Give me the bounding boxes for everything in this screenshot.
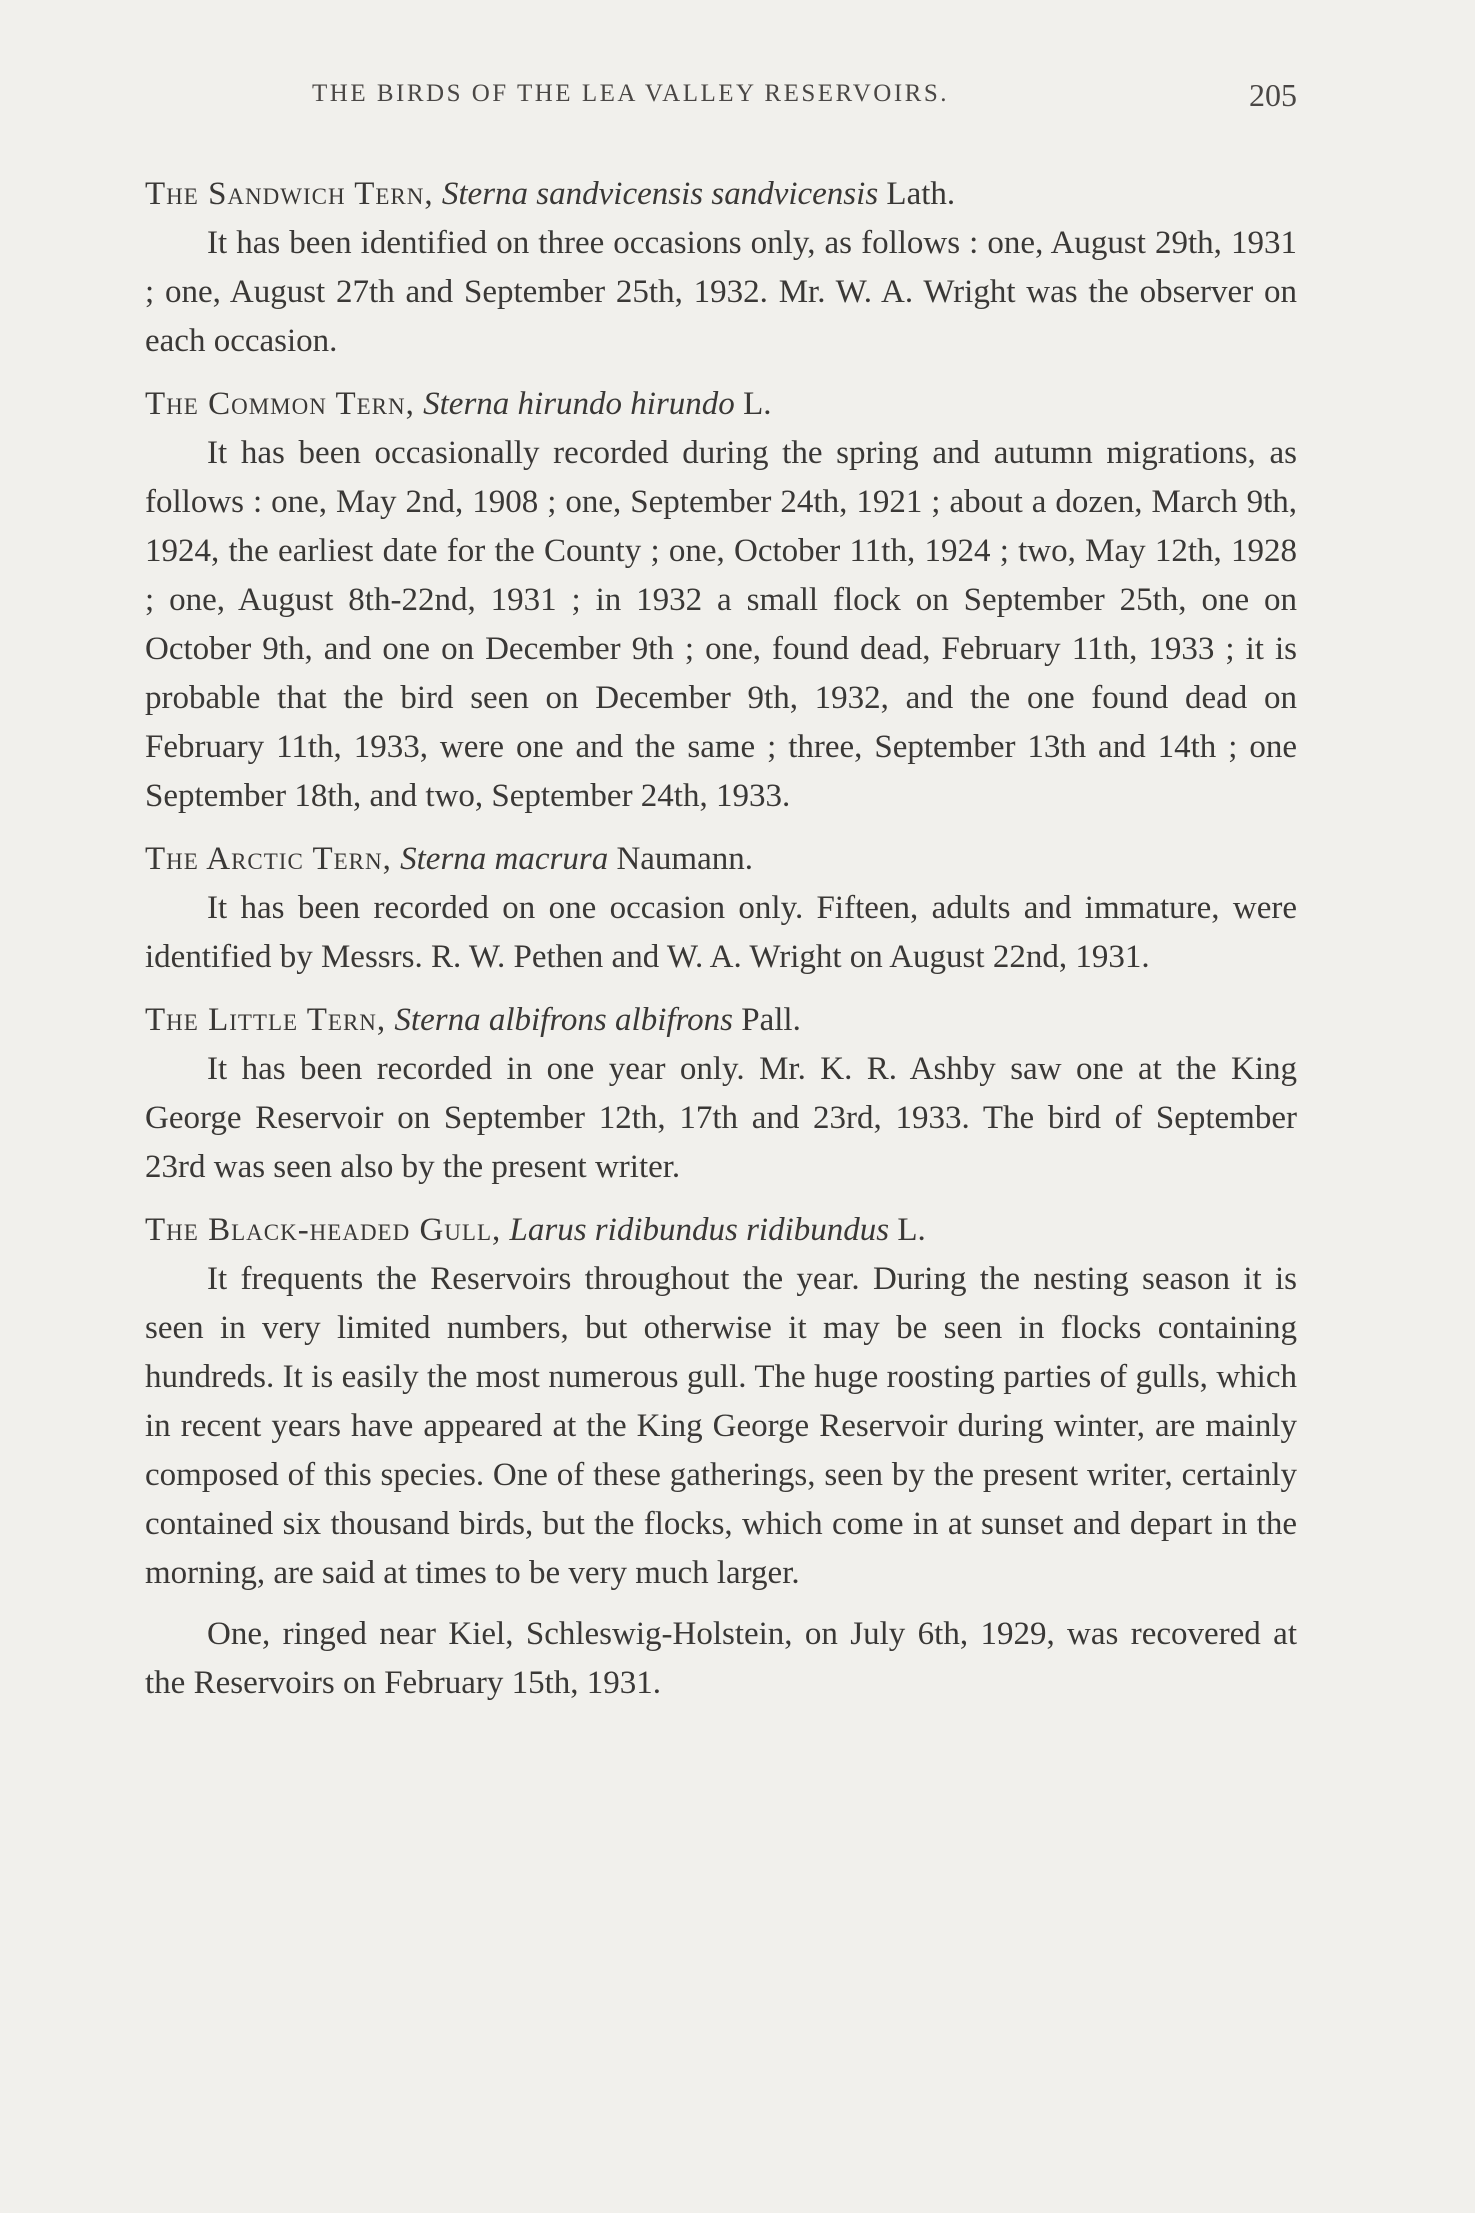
species-common-name: The Arctic Tern, (145, 841, 392, 877)
running-title: THE BIRDS OF THE LEA VALLEY RESERVOIRS. (312, 80, 949, 107)
species-authority: L. (897, 1212, 926, 1248)
species-latin-name: Larus ridibundus ridibundus (509, 1212, 890, 1248)
species-common-name: The Little Tern, (145, 1002, 387, 1038)
species-entry-black-headed-gull (145, 1206, 1297, 1708)
species-heading (145, 1206, 1297, 1255)
species-entry-little-tern (145, 996, 1297, 1192)
species-heading (145, 170, 1297, 219)
species-heading (145, 996, 1297, 1045)
species-paragraph: It has been recorded on one occasion only. Fifteen, adults and immature, were identified by Messrs. R. W. Pethen and W. A. Wright on August 22nd, 1931. (145, 890, 1297, 975)
species-entry-common-tern (145, 380, 1297, 821)
species-heading (145, 380, 1297, 429)
species-latin-name: Sterna macrura (400, 841, 609, 877)
species-authority: L. (743, 386, 772, 422)
species-paragraph: It has been occasionally recorded during the spring and autumn migrations, as follows : one, May 2nd, 1908 ; one, September 24th, 1921 ; about a dozen, March 9th, 1924, the earliest date for the County ; one, October 11th, 1924 ; two, May 12th, 1928 ; one, August 8th-22nd, 1931 ; in 1932 a small flock on September 25th, one on October 9th, and one on December 9th ; one, found dead, February 11th, 1933 ; it is probable that the bird seen on December 9th, 1932, and the one found dead on February 11th, 1933, were one and the same ; three, September 13th and 14th ; one September 18th, and two, September 24th, 1933. (145, 435, 1297, 814)
page-number: 205 (1249, 77, 1297, 113)
species-entry-sandwich-tern (145, 170, 1297, 366)
species-paragraph: It frequents the Reservoirs throughout the year. During the nesting season it is seen in very limited numbers, but otherwise it may be seen in flocks containing hundreds. It is easily the most numerous gull. The huge roosting parties of gulls, which in recent years have appeared at the King George Reservoir during winter, are mainly composed of this species. One of these gatherings, seen by the present writer, certainly contained six thousand birds, but the flocks, which come in at sunset and depart in the morning, are said at times to be very much larger. (145, 1261, 1297, 1591)
species-paragraph: One, ringed near Kiel, Schleswig-Holstein, on July 6th, 1929, was recovered at the Reservoirs on February 15th, 1931. (145, 1616, 1297, 1701)
species-heading (145, 835, 1297, 884)
species-authority: Naumann. (616, 841, 753, 877)
species-authority: Pall. (741, 1002, 801, 1038)
book-page (145, 77, 1297, 1722)
running-head (145, 77, 1297, 130)
species-paragraph: It has been recorded in one year only. Mr. K. R. Ashby saw one at the King George Reservoir on September 12th, 17th and 23rd, 1933. The bird of September 23rd was seen also by the present writer. (145, 1051, 1297, 1185)
species-entry-arctic-tern (145, 835, 1297, 982)
species-authority: Lath. (886, 176, 956, 212)
species-latin-name: Sterna sandvicensis sandvicensis (441, 176, 879, 212)
species-common-name: The Common Tern, (145, 386, 415, 422)
species-latin-name: Sterna albifrons albifrons (394, 1002, 733, 1038)
species-common-name: The Sandwich Tern, (145, 176, 434, 212)
species-latin-name: Sterna hirundo hirundo (423, 386, 735, 422)
species-common-name: The Black-headed Gull, (145, 1212, 502, 1248)
species-paragraph: It has been identified on three occasions only, as follows : one, August 29th, 1931 ; one, August 27th and September 25th, 1932. Mr. W. A. Wright was the observer on each occasion. (145, 225, 1297, 359)
